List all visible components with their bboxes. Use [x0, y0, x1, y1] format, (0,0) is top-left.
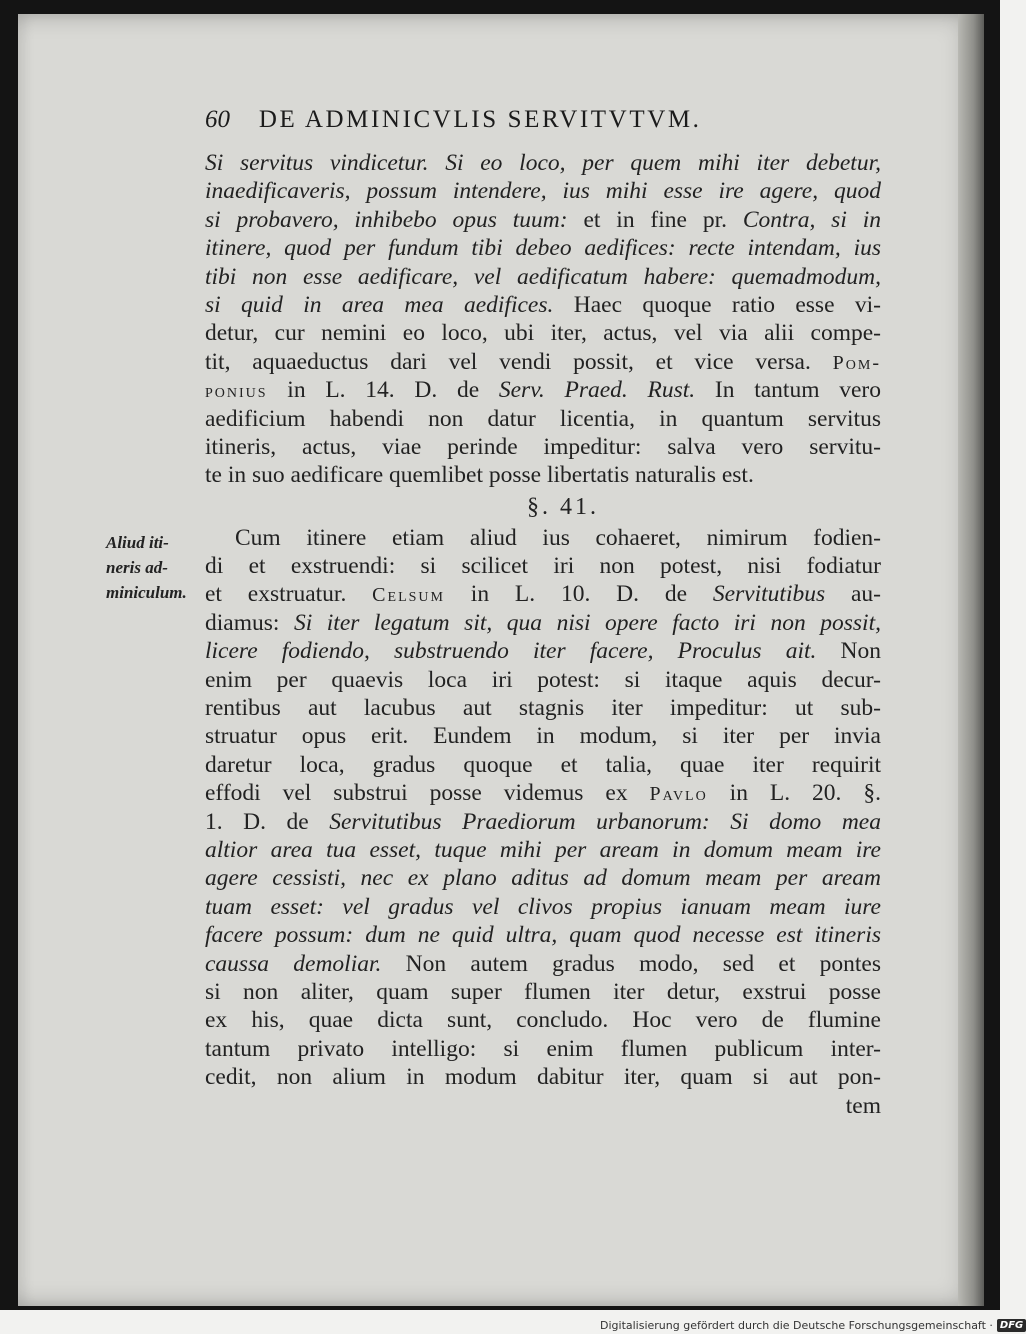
- text-line: [205, 1006, 881, 1034]
- text-line: [205, 263, 881, 291]
- text-line: [205, 206, 881, 234]
- section-heading: §. 41.: [527, 493, 599, 520]
- text-line: [205, 177, 881, 205]
- text-span: daretur loca, gradus quoque et talia, quae iter requirit: [205, 751, 881, 778]
- text-span: si non aliter, quam super flumen iter detur, exstrui posse: [205, 978, 881, 1005]
- text-span: Haec quoque ratio esse vi-: [553, 291, 881, 318]
- text-line: [205, 694, 881, 722]
- text-span: Contra, si in: [742, 206, 881, 233]
- text-span: si probavero, inhibebo opus tuum:: [205, 206, 568, 233]
- marginal-note-line: Aliud iti-: [106, 533, 169, 552]
- text-span: In tantum vero: [695, 377, 881, 404]
- text-line: [205, 864, 881, 892]
- text-span: facere possum: dum ne quid ultra, quam quod necesse est itineris: [205, 922, 881, 949]
- text-span: altior area tua esset, tuque mihi per aream in domum meam ire: [205, 836, 881, 863]
- dfg-logo: DFG: [997, 1319, 1026, 1332]
- text-line: [205, 751, 881, 779]
- text-line: [205, 433, 881, 461]
- text-span: Cum itinere etiam aliud ius cohaeret, nimirum fodien-: [235, 524, 881, 551]
- text-span: 1. D. de: [205, 808, 330, 835]
- text-line: [205, 808, 881, 836]
- text-span: struatur opus erit. Eundem in modum, si iter per invia: [205, 723, 881, 750]
- text-span: si quid in area mea aedifices.: [205, 291, 554, 318]
- paragraph-1: [205, 149, 881, 490]
- text-line: [205, 1035, 881, 1063]
- text-span: Pavlo: [649, 783, 708, 806]
- text-span: rentibus aut lacubus aut stagnis iter impeditur: ut sub-: [205, 695, 881, 722]
- text-span: di et exstruendi: si scilicet iri non potest, nisi fodiatur: [205, 553, 881, 580]
- text-span: Servitutibus: [712, 581, 826, 608]
- text-span: Serv. Praed. Rust.: [498, 377, 696, 404]
- text-line: [205, 722, 881, 750]
- text-span: cedit, non alium in modum dabitur iter, quam si aut pon-: [205, 1064, 881, 1091]
- text-line: [205, 836, 881, 864]
- text-line: [205, 637, 881, 665]
- text-span: itineris, actus, viae perinde impeditur: salva vero servitu-: [205, 433, 881, 460]
- paragraph-2: [205, 524, 881, 1092]
- text-span: Celsum: [372, 584, 445, 607]
- text-span: Servitutibus Praediorum urbanorum: Si domo mea: [329, 808, 881, 835]
- digitization-credit: [600, 1316, 1026, 1334]
- text-span: enim per quaevis loca iri potest: si itaque aquis decur-: [205, 666, 881, 693]
- text-line: [205, 234, 881, 262]
- text-line: [205, 921, 881, 949]
- text-line: [205, 291, 881, 319]
- text-line: [205, 1063, 881, 1091]
- text-span: in L. 20. §.: [707, 780, 881, 807]
- text-line: [205, 319, 881, 347]
- text-span: tibi non esse aedificare, vel aedificatum habere: quemadmodum,: [205, 263, 881, 290]
- text-line: [205, 376, 881, 404]
- text-span: licere fodiendo, substruendo iter facere, Proculus ait.: [205, 638, 817, 665]
- text-span: et in fine pr.: [567, 206, 743, 233]
- text-span: tantum privato intelligo: si enim flumen publicum inter-: [205, 1035, 881, 1062]
- text-span: diamus:: [205, 609, 294, 636]
- text-span: inaedificaveris, possum intendere, ius mihi esse ire agere, quod: [205, 178, 881, 205]
- text-span: effodi vel substrui posse videmus ex: [205, 780, 650, 807]
- credit-text: Digitalisierung gefördert durch die Deutsche Forschungsgemeinschaft ·: [600, 1318, 993, 1332]
- text-line: [205, 405, 881, 433]
- running-title: DE ADMINICVLIS SERVITVTVM.: [258, 106, 702, 133]
- text-line: [205, 348, 881, 376]
- body-text: [205, 149, 881, 1120]
- text-span: aedificium habendi non datur licentia, in quantum servitus: [205, 405, 881, 432]
- text-line: [205, 524, 881, 552]
- text-line: [205, 893, 881, 921]
- marginal-note: [106, 530, 206, 605]
- text-span: te in suo aedificare quemlibet posse libertatis naturalis est.: [205, 462, 754, 489]
- text-span: detur, cur nemini eo loco, ubi iter, actus, vel via alii compe-: [205, 320, 881, 347]
- page-number: 60: [205, 106, 230, 133]
- text-span: Si iter legatum sit, qua nisi opere facto iri non possit,: [293, 609, 881, 636]
- page-edge: [958, 14, 984, 1306]
- text-line: [205, 149, 881, 177]
- text-line: [205, 609, 881, 637]
- text-span: et exstruatur.: [205, 581, 373, 608]
- text-span: Pom-: [832, 351, 881, 374]
- text-span: Non autem gradus modo, sed et pontes: [381, 950, 881, 977]
- text-span: au-: [825, 581, 881, 608]
- text-span: tuam esset: vel gradus vel clivos propius ianuam meam iure: [205, 893, 881, 920]
- text-line: [205, 580, 881, 608]
- text-line: [205, 666, 881, 694]
- text-span: ponius: [205, 380, 268, 403]
- text-span: ex his, quae dicta sunt, concludo. Hoc vero de flumine: [205, 1007, 881, 1034]
- text-span: in L. 10. D. de: [444, 581, 713, 608]
- catchword: tem: [845, 1092, 881, 1119]
- text-line: [205, 461, 881, 489]
- text-line: [205, 978, 881, 1006]
- marginal-note-line: miniculum.: [106, 583, 187, 602]
- text-span: agere cessisti, nec ex plano aditus ad domum meam per aream: [205, 865, 881, 892]
- text-line: [205, 779, 881, 807]
- text-span: Si servitus vindicetur. Si eo loco, per quem mihi iter debetur,: [205, 150, 881, 176]
- text-span: tit, aquaeductus dari vel vendi possit, et vice versa.: [205, 348, 833, 375]
- text-line: [205, 950, 881, 978]
- text-span: in L. 14. D. de: [267, 377, 499, 404]
- text-span: Non: [816, 638, 881, 665]
- text-span: itinere, quod per fundum tibi debeo aedifices: recte intendam, ius: [205, 235, 881, 262]
- text-line: [205, 552, 881, 580]
- text-span: caussa demoliar.: [205, 950, 382, 977]
- marginal-note-line: neris ad-: [106, 558, 168, 577]
- running-header: [205, 106, 865, 134]
